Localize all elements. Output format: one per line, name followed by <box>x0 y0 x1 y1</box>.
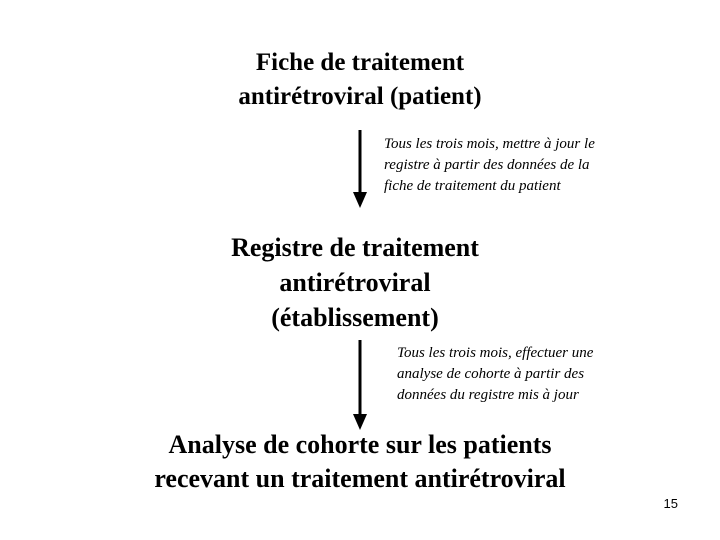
edge-label-update-register <box>384 134 595 197</box>
node-line: recevant un traitement antirétroviral <box>154 464 566 493</box>
node-cohort-analysis <box>110 428 610 496</box>
edge-label-line: fiche de traitement du patient <box>384 178 561 194</box>
down-arrow <box>352 340 368 432</box>
node-line: Analyse de cohorte sur les patients <box>168 430 552 459</box>
edge-label-line: registre à partir des données de la <box>384 157 590 173</box>
node-line: antirétroviral <box>279 268 431 297</box>
edge-label-cohort-analysis <box>397 343 593 406</box>
node-line: Registre de traitement <box>231 233 479 262</box>
node-patient-treatment-form <box>200 46 520 114</box>
edge-label-line: analyse de cohorte à partir des <box>397 366 585 382</box>
edge-label-line: Tous les trois mois, mettre à jour le <box>384 136 595 152</box>
node-line: (établissement) <box>271 303 439 332</box>
edge-label-line: données du registre mis à jour <box>397 387 579 403</box>
node-facility-register <box>180 230 530 335</box>
node-line: antirétroviral (patient) <box>238 83 482 110</box>
slide-number: 15 <box>663 496 678 511</box>
down-arrow <box>352 130 368 210</box>
node-line: Fiche de traitement <box>255 49 465 76</box>
edge-label-line: Tous les trois mois, effectuer une <box>397 345 594 361</box>
